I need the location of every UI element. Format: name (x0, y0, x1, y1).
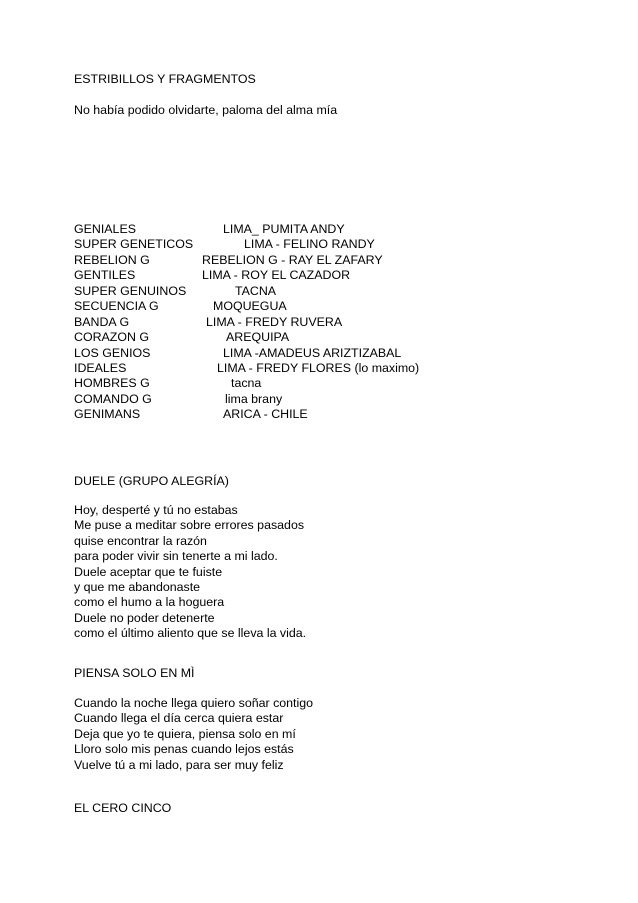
group-row (0, 253, 638, 268)
lyric-line: para poder vivir sin tenerte a mi lado. (74, 549, 278, 564)
lyric-line: Cuando llega el día cerca quiera estar (74, 711, 284, 726)
group-name: SECUENCIA G (74, 299, 159, 314)
group-location: tacna (231, 376, 262, 391)
document-title: ESTRIBILLOS Y FRAGMENTOS (74, 72, 256, 86)
lyric-line: Duele aceptar que te fuiste (74, 564, 223, 579)
group-row (0, 376, 638, 391)
song-title: EL CERO CINCO (74, 801, 172, 815)
group-location: AREQUIPA (226, 330, 290, 345)
group-name: GENIMANS (74, 407, 141, 422)
song-title: DUELE (GRUPO ALEGRÍA) (74, 474, 229, 488)
group-name: GENIALES (74, 222, 136, 236)
group-row (0, 346, 638, 361)
document-subtitle: No había podido olvidarte, paloma del alma mía (74, 103, 338, 117)
group-row (0, 361, 638, 376)
song-lyrics (74, 696, 608, 773)
group-name: BANDA G (74, 314, 130, 329)
group-row (0, 407, 638, 422)
group-row (0, 392, 638, 407)
group-row (0, 237, 638, 252)
group-row (0, 315, 638, 330)
group-name: IDEALES (74, 360, 127, 375)
lyric-line: Lloro solo mis penas cuando lejos estás (74, 742, 294, 757)
group-name: SUPER GENUINOS (74, 283, 187, 298)
group-location: ARICA - CHILE (223, 407, 308, 422)
lyric-line: y que me abandonaste (74, 579, 201, 594)
lyric-line: como el humo a la hoguera (74, 595, 225, 610)
group-location: LIMA -AMADEUS ARIZTIZABAL (223, 345, 402, 360)
group-location: LIMA - FREDY FLORES (lo maximo) (217, 360, 420, 375)
group-location: TACNA (235, 283, 277, 298)
lyric-line: quise encontrar la razón (74, 533, 207, 548)
group-row (0, 330, 638, 345)
lyric-line: Cuando la noche llega quiero soñar contigo (74, 696, 314, 710)
groups-list (0, 222, 638, 423)
group-location: REBELION G - RAY EL ZAFARY (202, 252, 383, 267)
song-title: PIENSA SOLO EN MÌ (74, 666, 195, 680)
lyric-line: Vuelve tú a mi lado, para ser muy feliz (74, 757, 284, 772)
group-name: REBELION G (74, 252, 150, 267)
lyric-line: Hoy, desperté y tú no estabas (74, 503, 238, 517)
lyric-line: Duele no poder detenerte (74, 610, 215, 625)
group-location: MOQUEGUA (213, 299, 287, 314)
group-location: LIMA_ PUMITA ANDY (223, 222, 345, 236)
group-name: CORAZON G (74, 330, 150, 345)
lyric-line: Me puse a meditar sobre errores pasados (74, 518, 305, 533)
lyric-line: como el último aliento que se lleva la vida. (74, 626, 307, 641)
group-name: COMANDO G (74, 391, 152, 406)
group-name: SUPER GENETICOS (74, 237, 194, 252)
lyric-line: Deja que yo te quiera, piensa solo en mí (74, 726, 296, 741)
group-name: HOMBRES G (74, 376, 150, 391)
group-row (0, 268, 638, 283)
group-location: LIMA - FREDY RUVERA (206, 314, 343, 329)
group-row (0, 299, 638, 314)
group-location: LIMA - ROY EL CAZADOR (202, 268, 351, 283)
group-location: LIMA - FELINO RANDY (244, 237, 375, 252)
group-row (0, 284, 638, 299)
group-location: lima brany (225, 391, 283, 406)
group-row (0, 222, 638, 237)
group-name: GENTILES (74, 268, 136, 283)
group-name: LOS GENIOS (74, 345, 151, 360)
song-lyrics (74, 503, 608, 642)
